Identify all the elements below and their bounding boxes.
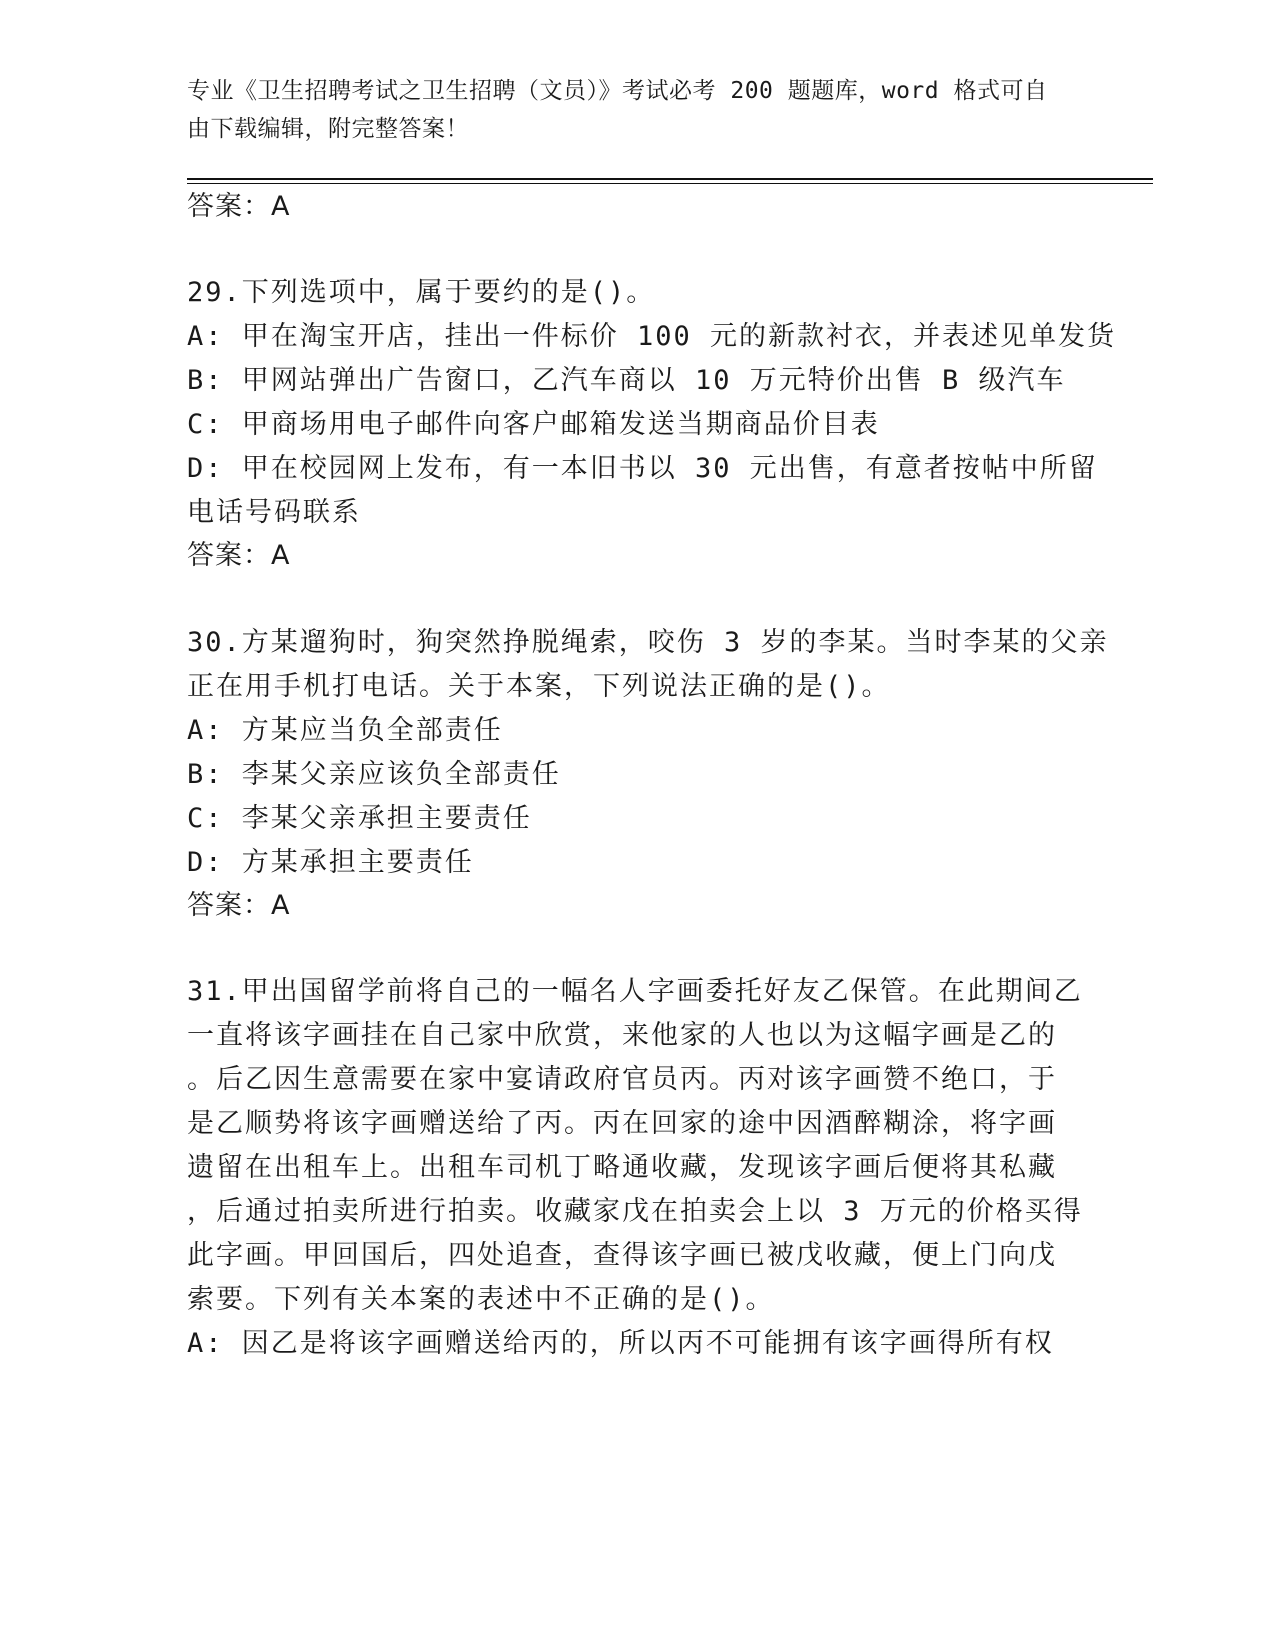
q29-option-b: B: 甲网站弹出广告窗口，乙汽车商以 10 万元特价出售 B 级汽车 (187, 365, 1066, 396)
q31-stem-line-1: 31.甲出国留学前将自己的一幅名人字画委托好友乙保管。在此期间乙 (187, 976, 1083, 1007)
q31-stem-line-8: 索要。下列有关本案的表述中不正确的是()。 (187, 1284, 775, 1315)
q30-option-c: C: 李某父亲承担主要责任 (187, 803, 532, 834)
q31-stem-line-6: ，后通过拍卖所进行拍卖。收藏家戊在拍卖会上以 3 万元的价格买得 (187, 1196, 1083, 1227)
header-rule-thin (187, 183, 1153, 184)
q29-option-c: C: 甲商场用电子邮件向客户邮箱发送当期商品价目表 (187, 409, 880, 440)
q30-answer: 答案：A (187, 890, 291, 921)
header-line-1: 专业《卫生招聘考试之卫生招聘（文员）》考试必考 200 题题库，word 格式可自 (187, 78, 1048, 104)
q31-stem-line-7: 此字画。甲回国后，四处追查，查得该字画已被戊收藏，便上门向戊 (187, 1240, 1057, 1271)
header-line-2: 由下载编辑，附完整答案！ (187, 116, 469, 142)
header-rule-thick (187, 178, 1153, 180)
q29-option-d-line-2: 电话号码联系 (187, 497, 361, 528)
q30-stem-line-2: 正在用手机打电话。关于本案，下列说法正确的是()。 (187, 671, 891, 702)
q29-option-a: A: 甲在淘宝开店，挂出一件标价 100 元的新款衬衣，并表述见单发货 (187, 321, 1117, 352)
document-header (187, 72, 1067, 148)
q29-option-d-line-1: D: 甲在校园网上发布，有一本旧书以 30 元出售，有意者按帖中所留 (187, 453, 1098, 484)
q30-stem-line-1: 30.方某遛狗时，狗突然挣脱绳索，咬伤 3 岁的李某。当时李某的父亲 (187, 627, 1109, 658)
q31-option-a: A: 因乙是将该字画赠送给丙的，所以丙不可能拥有该字画得所有权 (187, 1328, 1054, 1359)
q30-option-a: A: 方某应当负全部责任 (187, 715, 503, 746)
q31-stem-line-3: 。后乙因生意需要在家中宴请政府官员丙。丙对该字画赞不绝口，于 (187, 1064, 1057, 1095)
q29-stem: 29.下列选项中，属于要约的是()。 (187, 277, 656, 308)
q31-stem-line-2: 一直将该字画挂在自己家中欣赏，来他家的人也以为这幅字画是乙的 (187, 1020, 1057, 1051)
q30-option-b: B: 李某父亲应该负全部责任 (187, 759, 561, 790)
q31-stem-line-4: 是乙顺势将该字画赠送给了丙。丙在回家的途中因酒醉糊涂，将字画 (187, 1108, 1057, 1139)
q31-stem-line-5: 遗留在出租车上。出租车司机丁略通收藏，发现该字画后便将其私藏 (187, 1152, 1057, 1183)
answer-line: 答案：A (187, 191, 291, 222)
q30-option-d: D: 方某承担主要责任 (187, 847, 474, 878)
q29-answer: 答案：A (187, 540, 291, 571)
